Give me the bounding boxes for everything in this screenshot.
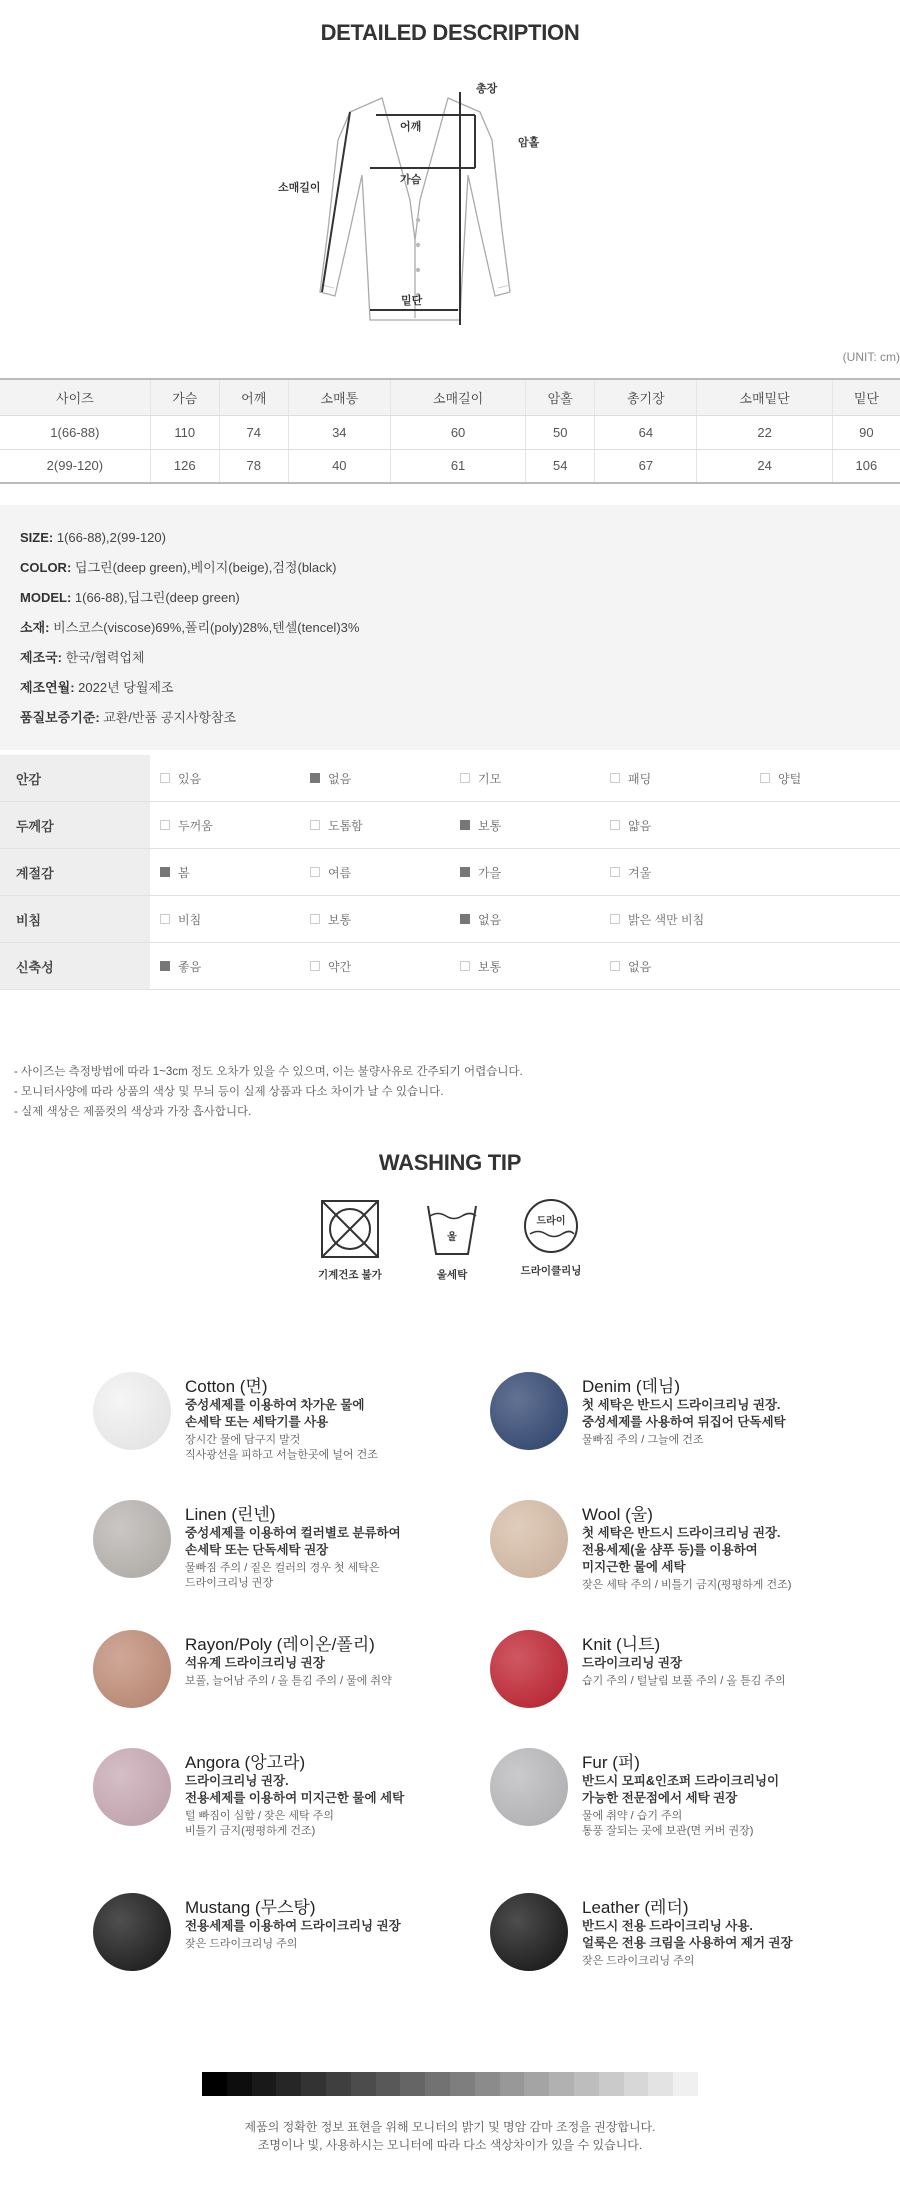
info-line: [0, 643, 900, 673]
fabric-care-item: [93, 1748, 493, 1868]
grayscale-step: [351, 2072, 376, 2096]
fabric-description: [185, 1397, 495, 1463]
checked-box-icon: [310, 773, 320, 783]
wash-label-dryclean: 드라이클리닝: [520, 1265, 582, 1277]
cardigan-illustration: [310, 80, 590, 340]
unchecked-box-icon: [310, 914, 320, 924]
fabric-note-line: 잦은 드라이크리닝 주의: [185, 1938, 298, 1950]
info-label: 제조국:: [20, 650, 63, 665]
grayscale-step: [425, 2072, 450, 2096]
fabric-note-line: 습기 주의 / 털날림 보풀 주의 / 올 튿김 주의: [582, 1675, 786, 1687]
size-header-cell: 암홀: [526, 379, 595, 415]
fabric-note-line: 드라이크리닝 권장: [185, 1577, 274, 1589]
fabric-desc-line: 손세탁 또는 단독세탁 권장: [185, 1543, 329, 1557]
fabric-note: [185, 1937, 495, 1952]
fabric-note: [582, 1674, 892, 1689]
size-row: [0, 449, 900, 483]
unchecked-box-icon: [310, 820, 320, 830]
property-row: [0, 896, 900, 943]
fabric-note-line: 잦은 세탁 주의 / 비틀기 금지(평평하게 건조): [582, 1579, 792, 1591]
fabric-note-line: 잦은 드라이크리닝 주의: [582, 1955, 695, 1967]
info-value: 교환/반품 공지사항참조: [99, 710, 237, 725]
fabric-desc-line: 전용세제(울 샴푸 등)를 이용하여: [582, 1543, 758, 1557]
checked-box-icon: [460, 820, 470, 830]
info-value: 2022년 당월제조: [74, 680, 174, 695]
info-line: [0, 613, 900, 643]
size-header-cell: 가슴: [150, 379, 219, 415]
property-option: [300, 864, 450, 881]
unchecked-box-icon: [610, 867, 620, 877]
fabric-care-item: [490, 1630, 890, 1750]
property-option: [300, 958, 450, 975]
grayscale-step: [524, 2072, 549, 2096]
info-line: [0, 673, 900, 703]
info-value: 1(66-88),딥그린(deep green): [71, 590, 240, 605]
info-label: 품질보증기준:: [20, 710, 100, 725]
property-option: [150, 911, 300, 928]
size-header-cell: 소매길이: [390, 379, 525, 415]
fabric-title: Rayon/Poly (레이온/폴리): [185, 1635, 375, 1654]
info-line: [0, 583, 900, 613]
fabric-note: [185, 1809, 495, 1839]
info-line: [0, 523, 900, 553]
fabric-title: Fur (퍼): [582, 1753, 640, 1772]
fabric-description: [582, 1525, 892, 1593]
fabric-desc-line: 얼룩은 전용 크림을 사용하여 제거 권장: [582, 1936, 793, 1950]
label-sleeve: 소매길이: [278, 182, 321, 194]
size-table: [0, 378, 900, 484]
property-option: [600, 770, 750, 787]
footer-notice: [0, 2118, 900, 2154]
label-armhole: 암홀: [518, 137, 540, 149]
size-header-cell: 소매밑단: [697, 379, 832, 415]
option-label: 약간: [328, 959, 352, 974]
info-line: [0, 553, 900, 583]
unchecked-box-icon: [310, 961, 320, 971]
option-label: 기모: [478, 771, 502, 786]
option-label: 두꺼움: [178, 818, 213, 833]
footer-line: 조명이나 빛, 사용하시는 모니터에 따라 다소 색상차이가 있을 수 있습니다.: [257, 2138, 643, 2152]
fabric-desc-line: 첫 세탁은 반드시 드라이크리닝 권장.: [582, 1398, 781, 1412]
unchecked-box-icon: [160, 773, 170, 783]
unchecked-box-icon: [460, 961, 470, 971]
label-chest: 가슴: [400, 174, 422, 186]
option-label: 가을: [478, 865, 502, 880]
fabric-desc-line: 중성세제를 이용하여 차가운 물에: [185, 1398, 365, 1412]
size-cell: 61: [390, 449, 525, 483]
fabric-note-line: 통풍 잘되는 곳에 보관(면 커버 권장): [582, 1825, 754, 1837]
fabric-note-line: 물빠짐 주의 / 그늘에 건조: [582, 1434, 704, 1446]
option-label: 패딩: [628, 771, 652, 786]
checked-box-icon: [160, 961, 170, 971]
grayscale-step: [648, 2072, 673, 2096]
label-total-length: 총장: [476, 83, 498, 95]
fabric-note-line: 장시간 물에 담구지 말것: [185, 1434, 301, 1446]
property-option: [150, 958, 300, 975]
info-label: COLOR:: [20, 560, 72, 575]
unchecked-box-icon: [160, 914, 170, 924]
fabric-swatch: [490, 1893, 568, 1971]
size-cell: 50: [526, 415, 595, 449]
size-cell: 34: [288, 415, 390, 449]
unchecked-box-icon: [610, 914, 620, 924]
fabric-desc-line: 중성세제를 사용하여 뒤집어 단독세탁: [582, 1415, 786, 1429]
label-hem: 밑단: [401, 295, 423, 307]
footer-line: 제품의 정확한 정보 표현을 위해 모니터의 밝기 및 명암 감마 조정을 권장합니다.: [244, 2120, 656, 2134]
fabric-note: [582, 1809, 892, 1839]
property-row: [0, 755, 900, 802]
fabric-swatch: [490, 1372, 568, 1450]
fabric-note: [185, 1433, 495, 1463]
grayscale-step: [252, 2072, 277, 2096]
grayscale-step: [475, 2072, 500, 2096]
property-option: [300, 911, 450, 928]
size-cell: 24: [697, 449, 832, 483]
fabric-description: [582, 1773, 892, 1839]
grayscale-step: [301, 2072, 326, 2096]
property-name: 신축성: [0, 943, 150, 989]
fabric-swatch: [93, 1500, 171, 1578]
size-cell: 40: [288, 449, 390, 483]
info-label: 제조연월:: [20, 680, 75, 695]
unchecked-box-icon: [160, 820, 170, 830]
dry-clean-inner: 드라이: [536, 1216, 566, 1227]
grayscale-step: [227, 2072, 252, 2096]
fabric-title: Angora (앙고라): [185, 1753, 306, 1772]
fabric-swatch: [93, 1748, 171, 1826]
unchecked-box-icon: [610, 820, 620, 830]
option-label: 비침: [178, 912, 202, 927]
option-label: 봄: [178, 865, 190, 880]
grayscale-step: [450, 2072, 475, 2096]
fabric-title: Wool (울): [582, 1505, 653, 1524]
fabric-description: [185, 1918, 495, 1952]
fabric-swatch: [93, 1893, 171, 1971]
size-cell: 78: [219, 449, 288, 483]
fabric-description: [582, 1655, 892, 1689]
fabric-note: [185, 1674, 495, 1689]
property-option: [600, 864, 750, 881]
property-name: 계절감: [0, 849, 150, 895]
fabric-desc-line: 가능한 전문점에서 세탁 권장: [582, 1791, 738, 1805]
size-cell: 74: [219, 415, 288, 449]
info-value: 비스코스(viscose)69%,폴리(poly)28%,텐셀(tencel)3%: [49, 620, 360, 635]
size-cell: 106: [832, 449, 900, 483]
info-value: 한국/협력업체: [62, 650, 145, 665]
grayscale-step: [202, 2072, 227, 2096]
size-header-cell: 밑단: [832, 379, 900, 415]
grayscale-step: [276, 2072, 301, 2096]
fabric-note-line: 비틀기 금지(평평하게 건조): [185, 1825, 316, 1837]
fabric-title: Mustang (무스탕): [185, 1898, 316, 1917]
size-cell: 110: [150, 415, 219, 449]
property-option: [600, 911, 750, 928]
grayscale-step: [400, 2072, 425, 2096]
info-label: SIZE:: [20, 530, 54, 545]
fabric-note-line: 직사광선을 피하고 서늘한곳에 널어 건조: [185, 1449, 378, 1461]
option-label: 양털: [778, 771, 802, 786]
unchecked-box-icon: [760, 773, 770, 783]
size-cell: 126: [150, 449, 219, 483]
size-notes: [14, 1062, 523, 1122]
fabric-description: [185, 1525, 495, 1591]
size-cell: 1(66-88): [0, 415, 150, 449]
option-label: 도톰함: [328, 818, 363, 833]
washing-heading: WASHING TIP: [378, 1150, 522, 1175]
grayscale-calibration-bar: [202, 2072, 698, 2096]
grayscale-step: [500, 2072, 525, 2096]
fabric-note-line: 보풀, 늘어남 주의 / 올 튿김 주의 / 물에 취약: [185, 1675, 392, 1687]
fabric-desc-line: 반드시 전용 드라이크리닝 사용.: [582, 1919, 753, 1933]
grayscale-step: [624, 2072, 649, 2096]
wool-wash-icon: [422, 1198, 482, 1282]
grayscale-step: [549, 2072, 574, 2096]
fabric-desc-line: 반드시 모피&인조퍼 드라이크리닝이: [582, 1774, 780, 1788]
fabric-desc-line: 미지근한 물에 세탁: [582, 1560, 686, 1574]
fabric-desc-line: 석유계 드라이크리닝 권장: [185, 1656, 325, 1670]
property-option: [300, 770, 450, 787]
size-table-header: [0, 379, 900, 415]
size-cell: 67: [595, 449, 697, 483]
dry-clean-icon: [520, 1198, 582, 1278]
info-value: 1(66-88),2(99-120): [53, 530, 166, 545]
option-label: 없음: [628, 959, 652, 974]
fabric-desc-line: 전용세제를 이용하여 미지근한 물에 세탁: [185, 1791, 405, 1805]
unchecked-box-icon: [610, 773, 620, 783]
fabric-swatch: [93, 1630, 171, 1708]
fabric-swatch: [93, 1372, 171, 1450]
option-label: 보통: [478, 818, 502, 833]
washing-icons: [300, 1198, 600, 1288]
property-option: [450, 864, 600, 881]
note-line: - 모니터사양에 따라 상품의 색상 및 무늬 등이 실제 상품과 다소 차이가 날 수 있습니다.: [14, 1086, 444, 1098]
size-cell: 64: [595, 415, 697, 449]
property-option: [450, 817, 600, 834]
grayscale-step: [599, 2072, 624, 2096]
fabric-desc-line: 드라이크리닝 권장: [582, 1656, 683, 1670]
property-row: [0, 849, 900, 896]
fabric-care-item: [93, 1372, 493, 1492]
fabric-description: [185, 1773, 495, 1839]
note-line: - 실제 색상은 제품컷의 색상과 가장 흡사합니다.: [14, 1106, 252, 1118]
wool-wash-inner: 울: [447, 1232, 457, 1243]
fabric-note: [185, 1561, 495, 1591]
unit-label: (UNIT: cm): [842, 350, 900, 364]
fabric-care-item: [93, 1893, 493, 2013]
option-label: 여름: [328, 865, 352, 880]
info-line: [0, 703, 900, 733]
fabric-note: [582, 1433, 892, 1448]
option-label: 얇음: [628, 818, 652, 833]
fabric-care-item: [93, 1500, 493, 1620]
fabric-care-item: [490, 1372, 890, 1492]
option-label: 좋음: [178, 959, 202, 974]
fabric-desc-line: 드라이크리닝 권장.: [185, 1774, 289, 1788]
fabric-title: Leather (레더): [582, 1898, 689, 1917]
note-line: - 사이즈는 측정방법에 따라 1~3cm 정도 오차가 있을 수 있으며, 이는 불량사유로 간주되기 어렵습니다.: [14, 1066, 523, 1078]
fabric-swatch: [490, 1500, 568, 1578]
fabric-care-item: [490, 1893, 890, 2013]
fabric-title: Knit (니트): [582, 1635, 661, 1654]
fabric-note: [582, 1954, 892, 1969]
unchecked-box-icon: [310, 867, 320, 877]
info-value: 딥그린(deep green),베이지(beige),검정(black): [71, 560, 337, 575]
fabric-title: Linen (린넨): [185, 1505, 276, 1524]
property-row: [0, 802, 900, 849]
no-tumble-dry-icon: [318, 1198, 382, 1282]
property-name: 안감: [0, 755, 150, 801]
fabric-desc-line: 중성세제를 이용하여 컬러별로 분류하여: [185, 1526, 401, 1540]
fabric-description: [582, 1918, 892, 1969]
property-option: [750, 770, 900, 787]
wash-label-wool: 울세탁: [436, 1269, 468, 1281]
property-option: [150, 770, 300, 787]
grayscale-step: [326, 2072, 351, 2096]
product-info: [0, 505, 900, 750]
option-label: 보통: [478, 959, 502, 974]
fabric-swatch: [490, 1630, 568, 1708]
property-option: [450, 911, 600, 928]
property-option: [450, 958, 600, 975]
label-shoulder: 어깨: [400, 121, 422, 133]
fabric-note-line: 물에 취약 / 습기 주의: [582, 1810, 683, 1822]
fabric-care-item: [93, 1630, 493, 1750]
grayscale-step: [376, 2072, 401, 2096]
size-cell: 60: [390, 415, 525, 449]
fabric-note-line: 물빠짐 주의 / 짙은 컬러의 경우 첫 세탁은: [185, 1562, 380, 1574]
size-cell: 54: [526, 449, 595, 483]
size-cell: 22: [697, 415, 832, 449]
size-header-cell: 소매통: [288, 379, 390, 415]
checked-box-icon: [460, 867, 470, 877]
property-option: [600, 817, 750, 834]
checked-box-icon: [460, 914, 470, 924]
property-option: [150, 817, 300, 834]
property-row: [0, 943, 900, 990]
fabric-desc-line: 손세탁 또는 세탁기를 사용: [185, 1415, 329, 1429]
info-label: 소재:: [20, 620, 50, 635]
size-header-cell: 어깨: [219, 379, 288, 415]
fabric-swatch: [490, 1748, 568, 1826]
fabric-care-item: [490, 1748, 890, 1868]
option-label: 밝은 색만 비침: [628, 912, 705, 927]
property-option: [150, 864, 300, 881]
option-label: 보통: [328, 912, 352, 927]
detail-heading: DETAILED DESCRIPTION: [320, 20, 580, 45]
size-cell: 2(99-120): [0, 449, 150, 483]
grayscale-step: [673, 2072, 698, 2096]
fabric-desc-line: 전용세제를 이용하여 드라이크리닝 권장: [185, 1919, 401, 1933]
fabric-description: [185, 1655, 495, 1689]
fabric-title: Denim (데님): [582, 1377, 681, 1396]
fabric-care-item: [490, 1500, 890, 1620]
fabric-title: Cotton (면): [185, 1377, 268, 1396]
grayscale-step: [574, 2072, 599, 2096]
cardigan-size-diagram: [278, 80, 590, 340]
size-cell: 90: [832, 415, 900, 449]
fabric-description: [582, 1397, 892, 1448]
size-header-cell: 총기장: [595, 379, 697, 415]
size-header-cell: 사이즈: [0, 379, 150, 415]
wash-label-dry: 기계건조 불가: [318, 1269, 382, 1281]
size-row: [0, 415, 900, 449]
fabric-desc-line: 첫 세탁은 반드시 드라이크리닝 권장.: [582, 1526, 781, 1540]
option-label: 있음: [178, 771, 202, 786]
property-option: [450, 770, 600, 787]
fabric-note: [582, 1578, 892, 1593]
property-name: 비침: [0, 896, 150, 942]
fabric-properties-table: [0, 755, 900, 990]
property-option: [300, 817, 450, 834]
property-option: [600, 958, 750, 975]
checked-box-icon: [160, 867, 170, 877]
fabric-note-line: 털 빠짐이 심함 / 잦은 세탁 주의: [185, 1810, 334, 1822]
option-label: 겨울: [628, 865, 652, 880]
unchecked-box-icon: [610, 961, 620, 971]
info-label: MODEL:: [20, 590, 72, 605]
unchecked-box-icon: [460, 773, 470, 783]
property-name: 두께감: [0, 802, 150, 848]
option-label: 없음: [478, 912, 502, 927]
option-label: 없음: [328, 771, 352, 786]
